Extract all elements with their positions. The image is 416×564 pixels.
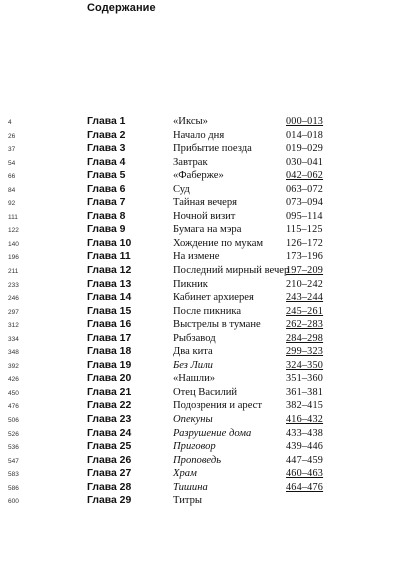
toc-chapter-label: Глава 2 [87,129,126,141]
toc-chapter-label: Глава 13 [87,278,132,290]
toc-timecode-range: 361–381 [286,386,324,398]
toc-chapter-label: Глава 4 [87,156,126,168]
toc-chapter-label: Глава 10 [87,237,132,249]
toc-chapter-title: Пикник [173,278,208,290]
toc-chapter-label: Глава 3 [87,143,126,155]
toc-chapter-label: Глава 14 [87,292,132,304]
toc-chapter-title: Суд [173,183,190,195]
toc-chapter-label: Глава 8 [87,210,126,222]
toc-chapter-title: Храм [173,468,197,480]
toc-page-number: 348 [8,349,19,357]
toc-chapter-label: Глава 22 [87,400,132,412]
toc-chapter-title: Хождение по мукам [173,237,264,249]
toc-chapter-label: Глава 28 [87,481,132,493]
toc-chapter-title: На измене [173,251,220,263]
toc-entry [0,400,416,414]
toc-entry [0,170,416,184]
toc-chapter-label: Глава 11 [87,251,131,263]
toc-entry [0,373,416,387]
toc-entry [0,414,416,428]
toc-page-number: 312 [8,322,19,330]
toc-timecode-range: 460–463 [286,468,324,480]
toc-page-number: 66 [8,173,16,181]
toc-chapter-label: Глава 25 [87,441,132,453]
toc-entry [0,360,416,374]
toc-chapter-title: Выстрелы в тумане [173,319,261,331]
toc-chapter-title: Тишина [173,481,208,493]
toc-page-number: 211 [8,268,19,276]
toc-entry [0,251,416,265]
toc-entry [0,495,416,509]
toc-entry [0,157,416,171]
toc-chapter-label: Глава 15 [87,305,132,317]
toc-timecode-range: 284–298 [286,332,324,344]
toc-page-number: 37 [8,146,16,154]
toc-timecode-range: 014–018 [286,129,324,141]
toc-entry [0,211,416,225]
toc-timecode-range: 324–350 [286,359,324,371]
toc-page-number: 246 [8,295,19,303]
toc-timecode-range: 416–432 [286,414,324,426]
toc-timecode-range: 439–446 [286,441,324,453]
toc-chapter-label: Глава 1 [87,116,126,127]
toc-page-number: 84 [8,186,16,194]
toc-page-number: 196 [8,254,19,262]
toc-timecode-range: 447–459 [286,454,324,466]
toc-entry [0,482,416,496]
toc-entry [0,346,416,360]
toc-timecode-range: 173–196 [286,251,324,263]
toc-page-number: 526 [8,430,19,438]
toc-entry [0,130,416,144]
toc-entry [0,468,416,482]
toc-timecode-range: 030–041 [286,156,324,168]
toc-chapter-title: «Иксы» [173,116,208,127]
page-title: Содержание [87,2,156,14]
toc-chapter-label: Глава 26 [87,454,132,466]
toc-timecode-range: 063–072 [286,183,324,195]
table-of-contents [0,116,416,509]
toc-page-number: 4 [8,119,12,126]
toc-entry [0,292,416,306]
toc-entry [0,441,416,455]
toc-page-number: 26 [8,132,16,140]
toc-chapter-label: Глава 16 [87,319,132,331]
toc-timecode-range: 351–360 [286,373,324,385]
toc-page-number: 111 [8,213,18,221]
toc-page-number: 547 [8,457,19,465]
toc-chapter-title: Завтрак [173,156,208,168]
toc-chapter-title: «Нашли» [173,373,216,385]
toc-page-number: 54 [8,159,16,167]
toc-timecode-range: 000–013 [286,116,324,127]
toc-timecode-range: 042–062 [286,170,324,182]
toc-page-number: 476 [8,403,19,411]
toc-chapter-title: Титры [173,495,203,507]
toc-entry [0,306,416,320]
toc-chapter-label: Глава 24 [87,427,132,439]
toc-chapter-title: Последний мирный вечер [173,265,290,277]
toc-entry [0,455,416,469]
toc-page-number: 583 [8,471,19,479]
toc-chapter-title: Подозрения и арест [173,400,262,412]
toc-chapter-title: Начало дня [173,129,225,141]
toc-page-number: 536 [8,444,19,452]
toc-timecode-range: 464–476 [286,481,324,493]
toc-page-number: 392 [8,362,19,370]
toc-chapter-title: «Фаберже» [173,170,224,182]
toc-page-number: 600 [8,498,19,506]
toc-chapter-label: Глава 20 [87,373,132,385]
toc-chapter-title: Без Лили [173,359,213,371]
toc-chapter-label: Глава 12 [87,265,132,277]
toc-chapter-title: Бумага на мэра [173,224,242,236]
toc-chapter-title: Рыбзавод [173,332,216,344]
toc-page-number: 450 [8,389,19,397]
toc-timecode-range: 115–125 [286,224,323,236]
toc-page-number: 297 [8,308,19,316]
toc-page-number: 586 [8,484,19,492]
toc-timecode-range: 243–244 [286,292,324,304]
toc-entry [0,184,416,198]
toc-timecode-range: 095–114 [286,210,323,222]
toc-entry [0,319,416,333]
toc-chapter-title: Приговор [173,441,216,453]
toc-chapter-label: Глава 23 [87,414,132,426]
toc-entry [0,238,416,252]
toc-timecode-range: 126–172 [286,237,324,249]
toc-chapter-label: Глава 5 [87,170,126,182]
toc-page-number: 506 [8,417,19,425]
toc-chapter-label: Глава 29 [87,495,132,507]
toc-timecode-range: 073–094 [286,197,324,209]
toc-chapter-title: Разрушение дома [173,427,252,439]
toc-chapter-title: Прибытие поезда [173,143,252,155]
toc-chapter-label: Глава 9 [87,224,126,236]
toc-page-number: 426 [8,376,19,384]
toc-page-number: 122 [8,227,19,235]
toc-chapter-title: Опекуны [173,414,213,426]
toc-chapter-title: Отец Василий [173,386,238,398]
toc-chapter-title: Кабинет архиерея [173,292,254,304]
toc-page-number: 140 [8,240,19,248]
toc-entry [0,143,416,157]
toc-timecode-range: 299–323 [286,346,324,358]
toc-entry [0,428,416,442]
toc-entry [0,265,416,279]
toc-page-number: 334 [8,335,19,343]
toc-timecode-range: 382–415 [286,400,324,412]
toc-page-number: 233 [8,281,19,289]
toc-chapter-title: Тайная вечеря [173,197,238,209]
toc-timecode-range: 019–029 [286,143,324,155]
toc-entry [0,224,416,238]
toc-chapter-title: Ночной визит [173,210,236,222]
toc-timecode-range: 210–242 [286,278,324,290]
toc-page-number: 92 [8,200,16,208]
toc-chapter-title: Проповедь [173,454,222,466]
toc-entry [0,387,416,401]
toc-chapter-label: Глава 21 [87,386,132,398]
toc-entry [0,197,416,211]
toc-chapter-label: Глава 7 [87,197,126,209]
toc-chapter-label: Глава 27 [87,468,132,480]
toc-chapter-label: Глава 6 [87,183,126,195]
toc-entry [0,116,416,130]
toc-chapter-title: После пикника [173,305,242,317]
toc-timecode-range: 197–209 [286,265,324,277]
toc-entry [0,279,416,293]
toc-chapter-label: Глава 18 [87,346,132,358]
toc-chapter-label: Глава 19 [87,359,132,371]
toc-timecode-range: 262–283 [286,319,324,331]
toc-timecode-range: 433–438 [286,427,324,439]
toc-chapter-label: Глава 17 [87,332,132,344]
toc-entry [0,333,416,347]
toc-chapter-title: Два кита [173,346,213,358]
toc-timecode-range: 245–261 [286,305,324,317]
